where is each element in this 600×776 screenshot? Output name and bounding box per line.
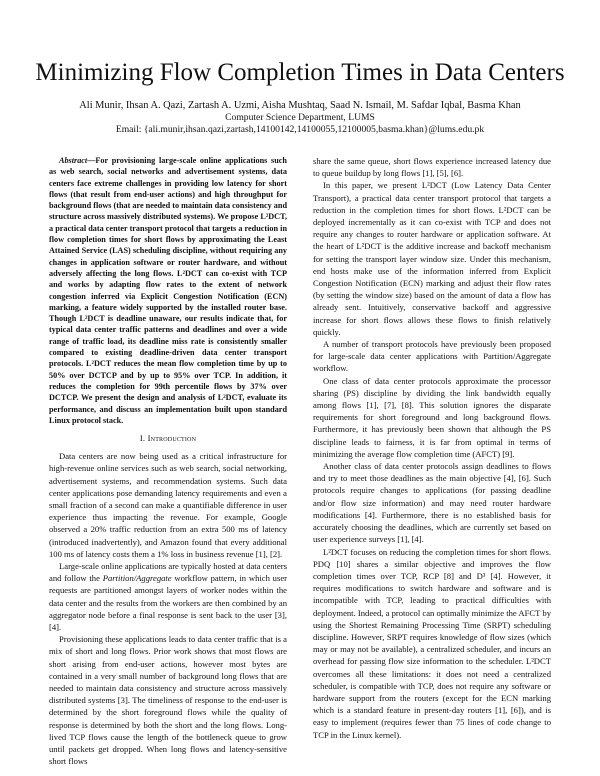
abstract bbox=[49, 155, 287, 426]
workflow-pattern-term: Partition/Aggregate bbox=[102, 573, 172, 584]
author-list: Ali Munir, Ihsan A. Qazi, Zartash A. Uzmi, Aisha Mushtaq, Saad N. Ismail, M. Safdar Iqbal, Basma Khan bbox=[79, 100, 521, 111]
paragraph: One class of data center protocols approximate the processor sharing (PS) discipline by dividing the link bandwidth equally among flows [1], [7], [8]. This solution ignores the disparate requirements for short foreground and long background flows. Furthermore, it has previously been shown that although the PS discipline leads to fairness, it is far from optimal in terms of minimizing the average flow completion time (AFCT) [9]. bbox=[313, 375, 551, 459]
abstract-label: Abstract bbox=[59, 156, 88, 165]
section-heading-introduction bbox=[49, 432, 287, 444]
paragraph bbox=[49, 560, 287, 633]
paragraph: In this paper, we present L²DCT (Low Latency Data Center Transport), a practical data center transport protocol that targets a reduction in the completion times for short flows. L²DCT can be deployed incrementally as it can co-exist with TCP and does not require any changes to router hardware or application software. At the heart of L²DCT is the additive increase and backoff mechanism for setting the transport layer window size. Under this mechanism, end hosts make use of the information inferred from Explicit Congestion Notification (ECN) marking and adjust their flow rates (by setting the window size) based on the amount of data a flow has already sent. Intuitively, conservative backoff and aggressive increase for short flows allows these flows to finish relatively quickly. bbox=[313, 180, 551, 337]
author-emails: Email: {ali.munir,ihsan.qazi,zartash,14100142,14100055,12100005,basma.khan}@lums.edu.pk bbox=[115, 124, 485, 135]
affiliation: Computer Science Department, LUMS bbox=[225, 112, 375, 123]
paragraph: A number of transport protocols have previously been proposed for large-scale data center applications with Partition/Aggregate workflow. bbox=[313, 339, 551, 374]
paragraph: Another class of data center protocols assign deadlines to flows and try to meet those deadlines as the main objective [4], [6]. Such protocols require changes to applications (for passing deadline and/or flow size information) and may need router hardware modifications [4]. Furthermore, there is no established basis for accurately choosing the deadlines, which are currently set based on user experience surveys [1], [4]. bbox=[313, 461, 551, 545]
section-number: I. bbox=[139, 433, 146, 444]
paragraph: Data centers are now being used as a critical infrastructure for high-revenue online services such as web search, social networking, advertisement systems, and recommendation systems. Such data center applications pose demanding latency requirements and even a small fraction of a second can make a quantifiable difference in user experience thus impacting the revenue. For example, Google observed a 20% traffic reduction from an extra 500 ms of latency (introduced inadvertently), and Amazon found that every additional 100 ms of latency costs them a 1% loss in business revenue [1], [2]. bbox=[49, 451, 287, 559]
paragraph: L²DCT focuses on reducing the completion times for short flows. PDQ [10] shares a similar objective and improves the flow completion times over TCP, RCP [8] and D³ [4]. However, it requires modifications to switch hardware and software and is incompatible with TCP, leading to practical difficulties with deployment. Indeed, a protocol can optimally minimize the AFCT by using the Shortest Remaining Processing Time (SRPT) scheduling discipline. However, SRPT requires knowledge of flow sizes (which may or may not be available), a centralized scheduler, and incurs an overhead for passing flow size information to the scheduler. L²DCT overcomes all these limitations: it does not need a centralized scheduler, is compatible with TCP, does not require any software or hardware support from the routers (except for the ECN marking which is a standard feature in present-day routers [1], [6]), and is easy to implement (requires fewer than 75 lines of code change to TCP in the Linux kernel). bbox=[313, 546, 551, 740]
paragraph: Provisioning these applications leads to data center traffic that is a mix of short and long flows. Prior work shows that most flows are short arising from end-user actions, however most bytes are contained in a very small number of background long flows that are needed to maintain data consistency and structure across massively distributed systems [3]. The timeliness of response to the end-user is determined by the short foreground flows while the quality of response is determined by both the short and the long flows. Long-lived TCP flows cause the length of the bottleneck queue to grow until packets get dropped. When long flows and latency-sensitive short flows bbox=[49, 634, 287, 767]
paragraph: share the same queue, short flows experience increased latency due to queue buildup by long flows [1], [5], [6]. bbox=[313, 156, 551, 179]
paragraph-text: Large-scale online applications are typically hosted at data centers and follow the bbox=[49, 560, 287, 584]
abstract-text: —For provisioning large-scale online applications such as web search, social networks and advertisement systems, data centers face extreme challenges in providing low latency for short flows (that result from end-user actions) and high throughput for background flows (that are needed to maintain data consistency and structure across massively distributed systems). We propose L²DCT, a practical data center transport protocol that targets a reduction in flow completion times for short flows by approximating the Least Attained Service (LAS) scheduling discipline, without requiring any changes in application software or router hardware, and without adversely affecting the long flows. L²DCT can co-exist with TCP and works by adapting flow rates to the extent of network congestion inferred via Explicit Congestion Notification (ECN) marking, a feature widely supported by the installed router base. Though L²DCT is deadline unaware, our results indicate that, for typical data center traffic patterns and deadlines and over a wide range of traffic load, its deadline miss rate is consistently smaller compared to existing deadline-driven data center transport protocols. L²DCT reduces the mean flow completion time by up to 50% over DCTCP and by up to 95% over TCP. In addition, it reduces the completion for 99th percentile flows by 37% over DCTCP. We present the design and analysis of L²DCT, evaluate its performance, and discuss an implementation built upon standard Linux protocol stack. bbox=[49, 156, 287, 425]
right-column bbox=[313, 155, 551, 741]
paragraph-text: workflow pattern, in which user requests are partitioned amongst layers of worker nodes within the data center and the results from the workers are then combined by an aggregator node before a final response is sent back to the user [3], [4]. bbox=[49, 573, 287, 632]
left-column bbox=[49, 155, 287, 767]
paper-title: Minimizing Flow Completion Times in Data Centers bbox=[35, 59, 565, 86]
section-title: Introduction bbox=[147, 433, 197, 444]
